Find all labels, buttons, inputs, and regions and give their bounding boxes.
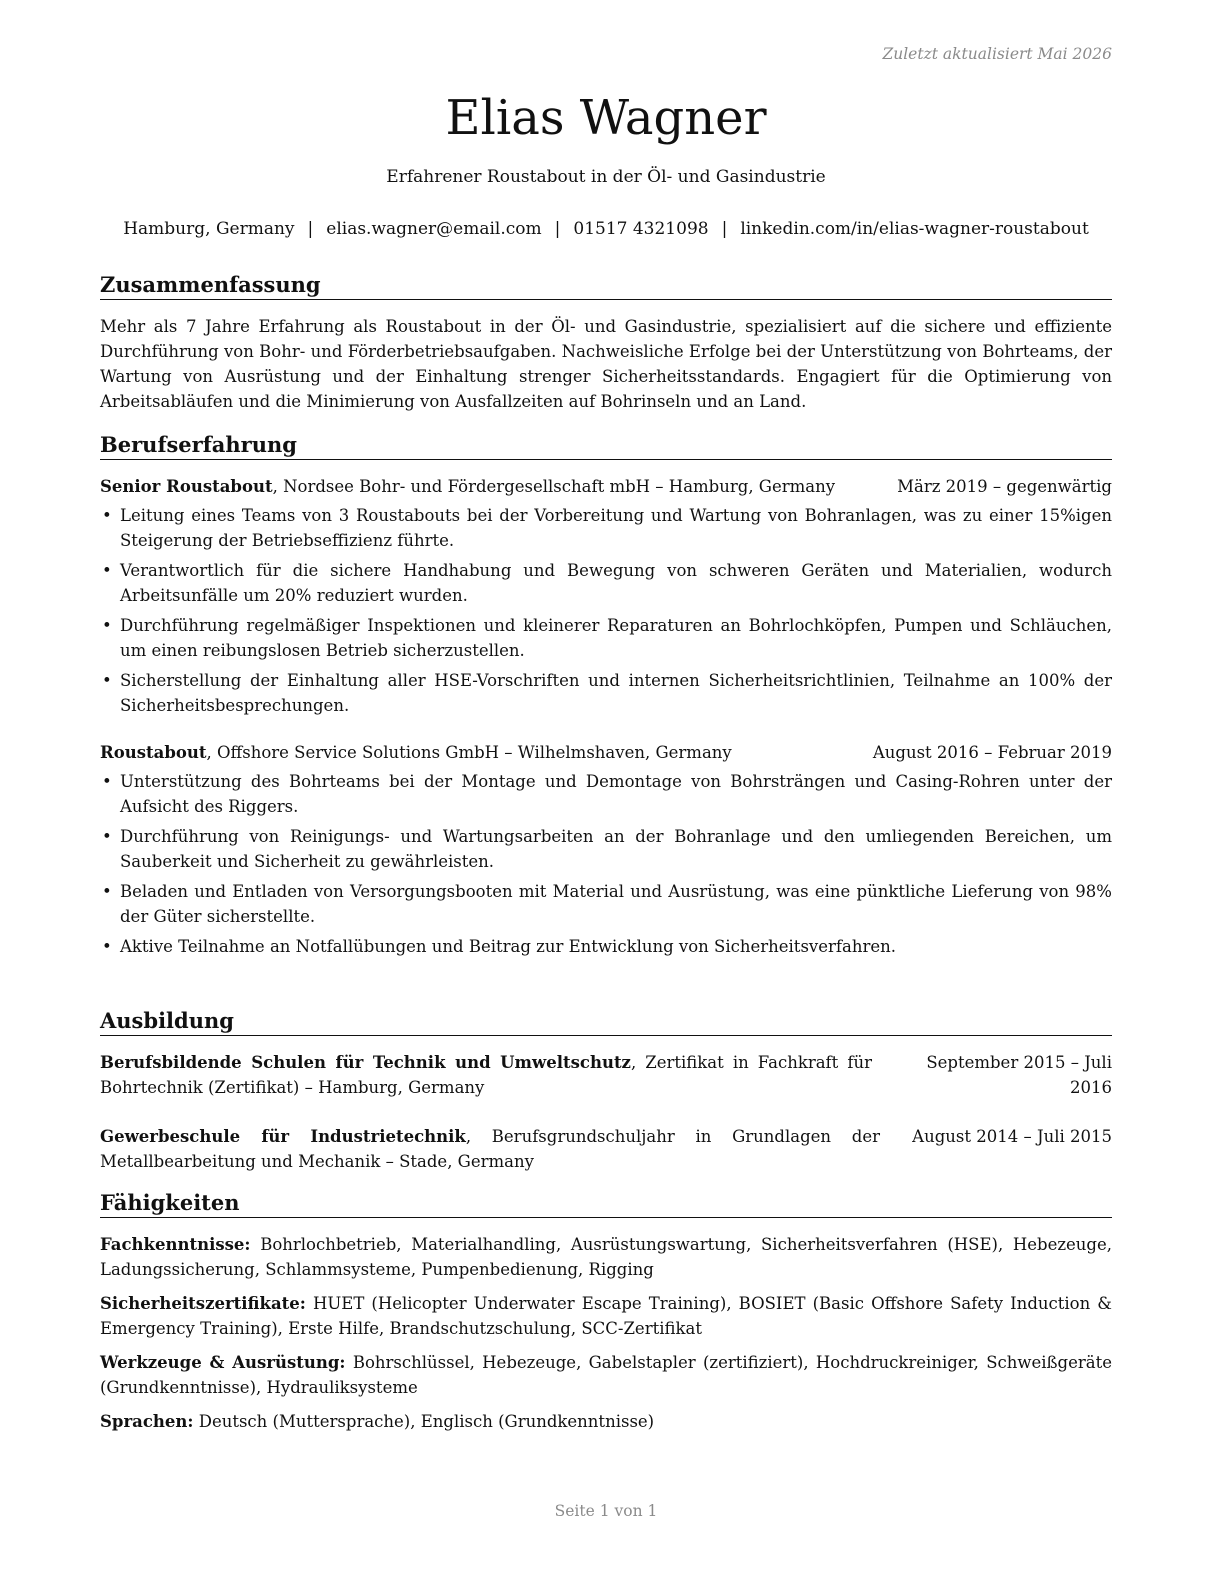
list-item [100, 879, 1112, 929]
bullet-text: Durchführung von Reinigungs- und Wartungsarbeiten an der Bohranlage und den umliegenden Bereichen, um Sauberkeit und Sicherheit zu gewährleisten. [120, 827, 1112, 871]
contact-phone[interactable]: 01517 4321098 [573, 219, 709, 239]
bullet-icon: • [102, 772, 112, 791]
bullet-icon: • [102, 937, 112, 956]
education-dates: September 2015 – Juli 2016 [926, 1053, 1112, 1097]
job-title-line [100, 474, 880, 499]
job-role: Roustabout [100, 743, 207, 762]
list-item [100, 824, 1112, 874]
education-detail: , Berufsgrundschuljahr in Grundlagen der Metallbearbeitung und Mechanik – Stade, Germany [100, 1127, 880, 1171]
bullet-icon: • [102, 827, 112, 846]
section-title-education: Ausbildung [100, 1007, 1112, 1036]
contact-location: Hamburg, Germany [123, 219, 295, 239]
education-entry [100, 1050, 1112, 1100]
job-title-line [100, 740, 860, 765]
last-updated: Zuletzt aktualisiert Mai 2026 [882, 45, 1112, 63]
job-header [100, 740, 1112, 765]
bullet-icon: • [102, 561, 112, 580]
resume-page [100, 0, 1112, 1584]
job-bullets [100, 769, 1112, 959]
education-school: Gewerbeschule für Industrietechnik [100, 1127, 466, 1146]
skill-label: Fachkenntnisse: [100, 1235, 251, 1254]
education-header [100, 1050, 1112, 1100]
contact-line [100, 219, 1112, 239]
education-header [100, 1124, 1112, 1174]
skill-label: Sprachen: [100, 1412, 194, 1431]
job-bullets [100, 503, 1112, 718]
candidate-name: Elias Wagner [445, 90, 767, 146]
job-entry [100, 740, 1112, 959]
contact-separator: | [554, 219, 561, 239]
skill-group [100, 1409, 1112, 1434]
contact-separator: | [721, 219, 728, 239]
bullet-icon: • [102, 506, 112, 525]
education-school: Berufsbildende Schulen für Technik und Umweltschutz [100, 1053, 631, 1072]
education-section [100, 1007, 1112, 1174]
list-item [100, 769, 1112, 819]
skill-group [100, 1350, 1112, 1400]
skill-text: Bohrlochbetrieb, Materialhandling, Ausrüstungswartung, Sicherheitsverfahren (HSE), Hebezeuge, Ladungssicherung, Schlammsysteme, Pumpenbedienung, Rigging [100, 1235, 1112, 1279]
bullet-text: Leitung eines Teams von 3 Roustabouts bei der Vorbereitung und Wartung von Bohranlagen, was zu einer 15%igen Steigerung der Betriebseffizienz führte. [120, 506, 1112, 550]
skill-group [100, 1291, 1112, 1341]
job-dates: März 2019 – gegenwärtig [897, 477, 1112, 496]
skill-group [100, 1232, 1112, 1282]
education-dates: August 2014 – Juli 2015 [912, 1127, 1112, 1146]
bullet-text: Beladen und Entladen von Versorgungsbooten mit Material und Ausrüstung, was eine pünktliche Lieferung von 98% der Güter sicherstellte. [120, 882, 1112, 926]
job-role: Senior Roustabout [100, 477, 273, 496]
skill-text: HUET (Helicopter Underwater Escape Training), BOSIET (Basic Offshore Safety Induction & Emergency Training), Erste Hilfe, Brandschutzschulung, SCC-Zertifikat [100, 1294, 1112, 1338]
bullet-text: Aktive Teilnahme an Notfallübungen und Beitrag zur Entwicklung von Sicherheitsverfahren. [120, 937, 896, 956]
bullet-text: Verantwortlich für die sichere Handhabung und Bewegung von schweren Geräten und Materialien, wodurch Arbeitsunfälle um 20% reduziert wurden. [120, 561, 1112, 605]
job-entry [100, 474, 1112, 718]
job-dates: August 2016 – Februar 2019 [872, 743, 1112, 762]
bullet-text: Unterstützung des Bohrteams bei der Montage und Demontage von Bohrsträngen und Casing-Rohren unter der Aufsicht des Riggers. [120, 772, 1112, 816]
summary-section [100, 271, 1112, 414]
job-header [100, 474, 1112, 499]
bullet-icon: • [102, 616, 112, 635]
bullet-text: Durchführung regelmäßiger Inspektionen und kleinerer Reparaturen an Bohrlochköpfen, Pumpen und Schläuchen, um einen reibungslosen Betrieb sicherzustellen. [120, 616, 1112, 660]
contact-email[interactable]: elias.wagner@email.com [326, 219, 542, 239]
list-item [100, 668, 1112, 718]
education-detail: , Zertifikat in Fachkraft für Bohrtechnik (Zertifikat) – Hamburg, Germany [100, 1053, 872, 1097]
job-company: , Offshore Service Solutions GmbH – Wilhelmshaven, Germany [206, 743, 732, 762]
job-company: , Nordsee Bohr- und Fördergesellschaft mbH – Hamburg, Germany [272, 477, 836, 496]
skills-section [100, 1189, 1112, 1443]
experience-section [100, 431, 1112, 964]
education-title-line [100, 1124, 880, 1174]
education-entry [100, 1124, 1112, 1174]
section-title-skills: Fähigkeiten [100, 1189, 1112, 1218]
summary-text: Mehr als 7 Jahre Erfahrung als Roustabout in der Öl- und Gasindustrie, spezialisiert auf die sichere und effiziente Durchführung von Bohr- und Förderbetriebsaufgaben. Nachweisliche Erfolge bei der Unterstützung von Bohrteams, der Wartung von Ausrüstung und der Einhaltung strenger Sicherheitsstandards. Engagiert für die Optimierung von Arbeitsabläufen und die Minimierung von Ausfallzeiten auf Bohrinseln und an Land. [100, 317, 1112, 411]
contact-linkedin[interactable]: linkedin.com/in/elias-wagner-roustabout [740, 219, 1089, 239]
bullet-text: Sicherstellung der Einhaltung aller HSE-Vorschriften und internen Sicherheitsrichtlinien, Teilnahme an 100% der Sicherheitsbesprechungen. [120, 671, 1112, 715]
section-title-experience: Berufserfahrung [100, 431, 1112, 460]
list-item [100, 934, 1112, 959]
list-item [100, 503, 1112, 553]
skill-text: Bohrschlüssel, Hebezeuge, Gabelstapler (zertifiziert), Hochdruckreiniger, Schweißgeräte (Grundkenntnisse), Hydrauliksysteme [100, 1353, 1112, 1397]
bullet-icon: • [102, 882, 112, 901]
contact-separator: | [307, 219, 314, 239]
skill-label: Werkzeuge & Ausrüstung: [100, 1353, 346, 1372]
skill-text: Deutsch (Muttersprache), Englisch (Grundkenntnisse) [193, 1412, 655, 1431]
section-title-summary: Zusammenfassung [100, 271, 1112, 300]
page-number: Seite 1 von 1 [554, 1502, 658, 1520]
list-item [100, 613, 1112, 663]
education-title-line [100, 1050, 872, 1100]
candidate-subtitle: Erfahrener Roustabout in der Öl- und Gasindustrie [386, 167, 826, 187]
list-item [100, 558, 1112, 608]
skill-label: Sicherheitszertifikate: [100, 1294, 306, 1313]
bullet-icon: • [102, 671, 112, 690]
